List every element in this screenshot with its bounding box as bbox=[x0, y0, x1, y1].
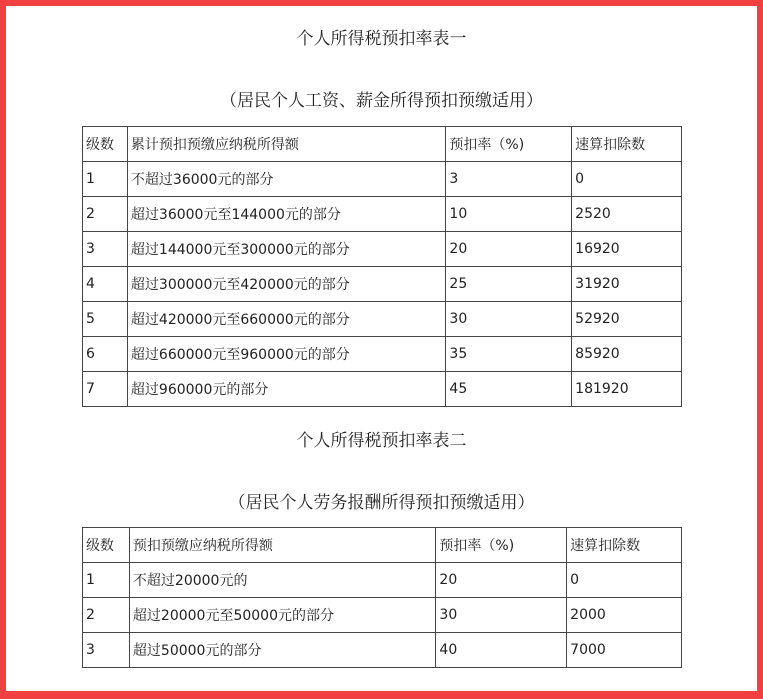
tax-rate-table-2 bbox=[82, 527, 682, 668]
level-cell: 1 bbox=[83, 162, 128, 197]
table-row bbox=[83, 232, 682, 267]
table-header-row bbox=[83, 528, 682, 563]
rate-cell: 30 bbox=[436, 598, 567, 633]
table-row bbox=[83, 162, 682, 197]
table-header-row bbox=[83, 127, 682, 162]
table-row bbox=[83, 633, 682, 668]
income-range-cell: 超过36000元至144000元的部分 bbox=[127, 197, 446, 232]
table-row bbox=[83, 267, 682, 302]
table1-title: 个人所得税预扣率表一 bbox=[296, 29, 467, 49]
deduction-cell: 16920 bbox=[572, 232, 682, 267]
rate-cell: 25 bbox=[446, 267, 572, 302]
level-cell: 7 bbox=[83, 372, 128, 407]
header-cell: 速算扣除数 bbox=[572, 127, 682, 162]
income-range-cell: 超过144000元至300000元的部分 bbox=[127, 232, 446, 267]
rate-cell: 35 bbox=[446, 337, 572, 372]
table2-subtitle: （居民个人劳务报酬所得预扣预缴适用） bbox=[228, 493, 535, 513]
deduction-cell: 7000 bbox=[567, 633, 682, 668]
level-cell: 3 bbox=[83, 633, 130, 668]
income-range-cell: 超过420000元至660000元的部分 bbox=[127, 302, 446, 337]
table-row bbox=[83, 598, 682, 633]
rate-cell: 20 bbox=[436, 563, 567, 598]
level-cell: 4 bbox=[83, 267, 128, 302]
income-range-cell: 超过20000元至50000元的部分 bbox=[129, 598, 436, 633]
rate-cell: 20 bbox=[446, 232, 572, 267]
deduction-cell: 2000 bbox=[567, 598, 682, 633]
income-range-cell: 超过50000元的部分 bbox=[129, 633, 436, 668]
header-cell: 速算扣除数 bbox=[567, 528, 682, 563]
header-cell: 预扣率（%) bbox=[446, 127, 572, 162]
level-cell: 1 bbox=[83, 563, 130, 598]
table1-subtitle: （居民个人工资、薪金所得预扣预缴适用） bbox=[220, 91, 543, 111]
table-row bbox=[83, 563, 682, 598]
deduction-cell: 52920 bbox=[572, 302, 682, 337]
level-cell: 3 bbox=[83, 232, 128, 267]
table2-title: 个人所得税预扣率表二 bbox=[296, 431, 467, 451]
income-range-cell: 超过660000元至960000元的部分 bbox=[127, 337, 446, 372]
header-cell: 累计预扣预缴应纳税所得额 bbox=[127, 127, 446, 162]
deduction-cell: 2520 bbox=[572, 197, 682, 232]
rate-cell: 45 bbox=[446, 372, 572, 407]
deduction-cell: 85920 bbox=[572, 337, 682, 372]
income-range-cell: 不超过36000元的部分 bbox=[127, 162, 446, 197]
rate-cell: 30 bbox=[446, 302, 572, 337]
header-cell: 预扣预缴应纳税所得额 bbox=[129, 528, 436, 563]
deduction-cell: 31920 bbox=[572, 267, 682, 302]
tax-rate-table-1 bbox=[82, 126, 682, 407]
table-row bbox=[83, 337, 682, 372]
deduction-cell: 0 bbox=[567, 563, 682, 598]
income-range-cell: 不超过20000元的 bbox=[129, 563, 436, 598]
table-row bbox=[83, 372, 682, 407]
rate-cell: 3 bbox=[446, 162, 572, 197]
deduction-cell: 181920 bbox=[572, 372, 682, 407]
table-row bbox=[83, 197, 682, 232]
rate-cell: 10 bbox=[446, 197, 572, 232]
level-cell: 2 bbox=[83, 197, 128, 232]
income-range-cell: 超过960000元的部分 bbox=[127, 372, 446, 407]
level-cell: 2 bbox=[83, 598, 130, 633]
deduction-cell: 0 bbox=[572, 162, 682, 197]
header-cell: 预扣率（%) bbox=[436, 528, 567, 563]
level-cell: 6 bbox=[83, 337, 128, 372]
header-cell: 级数 bbox=[83, 528, 130, 563]
table-row bbox=[83, 302, 682, 337]
income-range-cell: 超过300000元至420000元的部分 bbox=[127, 267, 446, 302]
header-cell: 级数 bbox=[83, 127, 128, 162]
rate-cell: 40 bbox=[436, 633, 567, 668]
level-cell: 5 bbox=[83, 302, 128, 337]
